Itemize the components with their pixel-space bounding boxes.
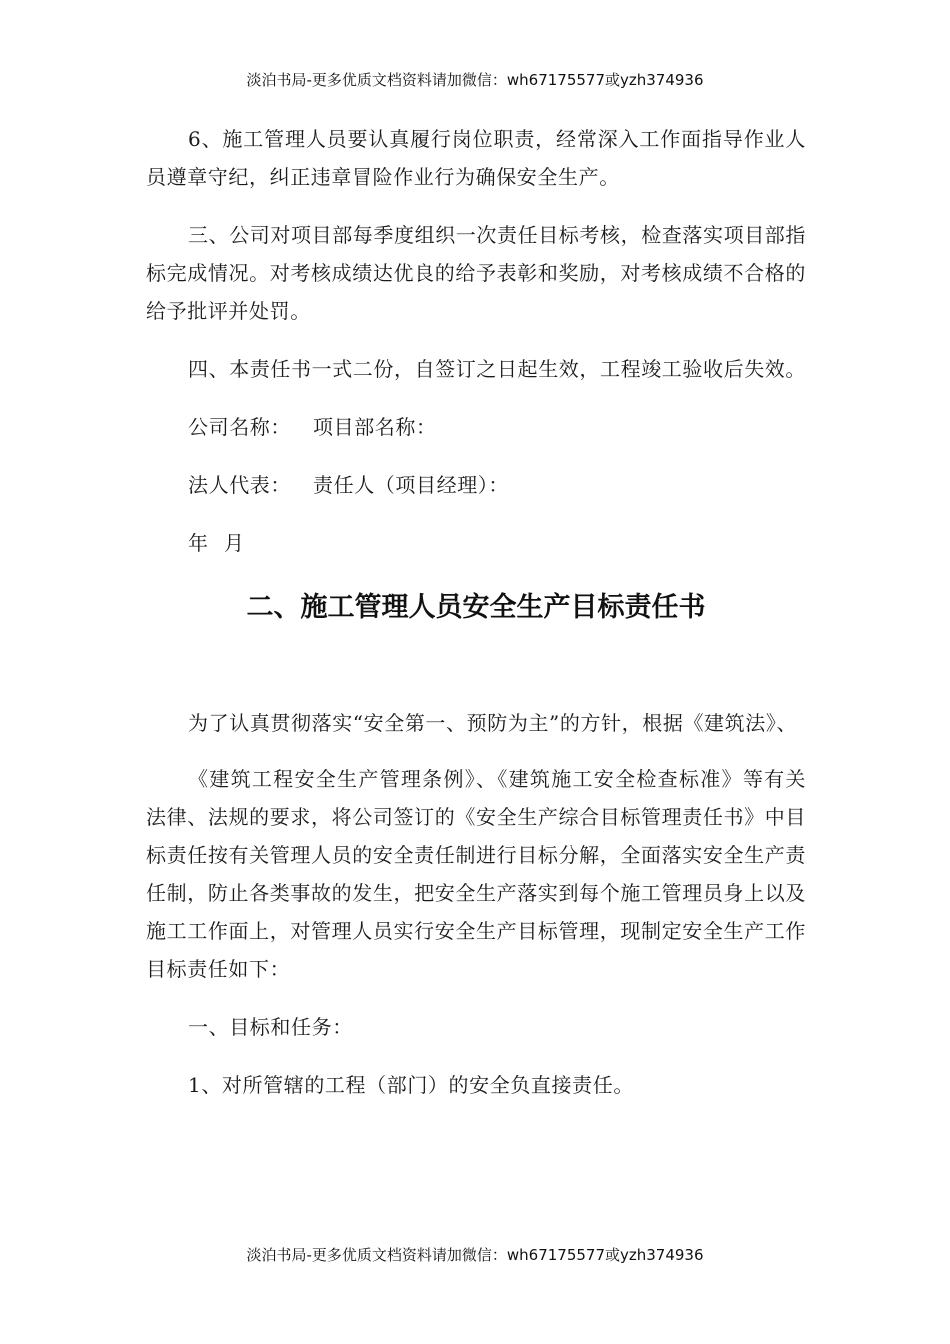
section-2-title: 二、施工管理人员安全生产目标责任书 (246, 592, 706, 623)
header-watermark: 淡泊书局-更多优质文档资料请加微信：wh67175577或yzh374936 (246, 71, 704, 89)
footer-watermark: 淡泊书局-更多优质文档资料请加微信：wh67175577或yzh374936 (246, 1246, 704, 1264)
company-signature-row (146, 408, 806, 446)
goal-1-paragraph: 1、对所管辖的工程（部门）的安全负直接责任。 (188, 1073, 634, 1097)
year-label: 年 (188, 531, 208, 555)
representative-signature-row (146, 466, 806, 504)
responsible-person-label: 责任人（项目经理）： (313, 473, 509, 497)
project-dept-name-label: 项目部名称： (313, 415, 437, 439)
date-row (146, 524, 806, 562)
goals-heading: 一、目标和任务： (188, 1015, 353, 1039)
clause-3-paragraph: 三、公司对项目部每季度组织一次责任目标考核，检查落实项目部指标完成情况。对考核成绩达优良的给予表彰和奖励，对考核成绩不合格的给予批评并处罚。 (146, 223, 806, 323)
item-6-paragraph: 6、施工管理人员要认真履行岗位职责，经常深入工作面指导作业人员遵章守纪，纠正违章冒险作业行为确保安全生产。 (146, 127, 806, 189)
body-paragraph: 《建筑工程安全生产管理条例》、《建筑施工安全检查标准》等有关法律、法规的要求，将公司签订的《安全生产综合目标管理责任书》中目标责任按有关管理人员的安全责任制进行目标分解，全面落实安全生产责任制，防止各类事故的发生，把安全生产落实到每个施工管理员身上以及施工工作面上，对管理人员实行安全生产目标管理，现制定安全生产工作目标责任如下： (146, 767, 806, 981)
document-body (146, 120, 806, 1124)
intro-paragraph: 为了认真贯彻落实“安全第一、预防为主”的方针，根据《建筑法》、 (188, 711, 798, 735)
company-name-label: 公司名称： (188, 415, 291, 439)
month-label: 月 (224, 531, 244, 555)
legal-representative-label: 法人代表： (188, 473, 291, 497)
clause-4-paragraph: 四、本责任书一式二份，自签订之日起生效，工程竣工验收后失效。 (188, 357, 806, 381)
